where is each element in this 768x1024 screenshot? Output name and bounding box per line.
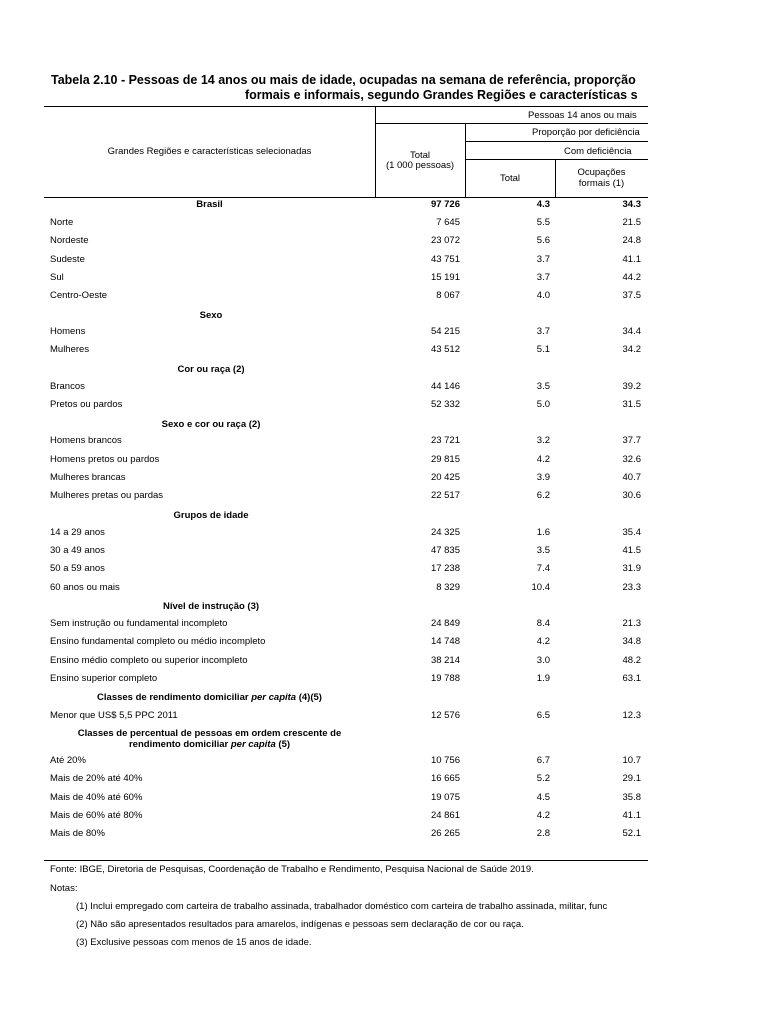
header-proporcao: Proporção por deficiência (532, 127, 640, 138)
row-label: Centro-Oeste (50, 290, 108, 301)
table-row (0, 288, 648, 304)
cell-formais: 24.8 (622, 235, 641, 246)
row-label: 50 a 59 anos (50, 563, 105, 574)
cell-formais: 32.6 (622, 454, 641, 465)
row-label: Ensino médio completo ou superior incompleto (50, 655, 248, 666)
note-2: (2) Não são apresentados resultados para amarelos, indígenas e pessoas sem declaração de cor ou raça. (76, 919, 524, 930)
row-label: Menor que US$ 5,5 PPC 2011 (50, 710, 178, 721)
cell-def-total: 6.2 (536, 490, 550, 501)
header-rule-4 (465, 159, 648, 160)
header-com-deficiencia: Com deficiência (564, 146, 632, 157)
row-label: Ensino fundamental completo ou médio incompleto (50, 636, 266, 647)
row-label: Mais de 80% (50, 828, 105, 839)
table-row (0, 826, 648, 842)
table-row (0, 452, 648, 468)
section-grupos-idade: Grupos de idade (173, 510, 249, 521)
table-row (0, 753, 648, 769)
header-top-rule (44, 106, 648, 107)
header-pessoas: Pessoas 14 anos ou mais (528, 110, 637, 121)
table-row (0, 252, 648, 268)
cell-def-total: 8.4 (536, 618, 550, 629)
cell-total: 22 517 (430, 490, 460, 501)
cell-formais: 21.5 (622, 217, 641, 228)
row-label: Sudeste (50, 254, 85, 265)
section-classes-percentual-line-2: rendimento domiciliar per capita (5) (128, 739, 291, 750)
section-classes-rendimento: Classes de rendimento domiciliar per capita (4)(5) (97, 692, 322, 703)
header-sub-total: Total (499, 173, 521, 184)
cell-formais: 34.2 (622, 344, 641, 355)
header-rule-3 (465, 141, 648, 142)
table-row (0, 197, 648, 213)
cell-total: 8 329 (436, 582, 460, 593)
table-row (0, 233, 648, 249)
header-divider-b (465, 123, 466, 197)
table-row (0, 771, 648, 787)
cell-total: 19 075 (430, 792, 460, 803)
cell-total: 23 721 (430, 435, 460, 446)
table-row (0, 790, 648, 806)
cell-total: 52 332 (430, 399, 460, 410)
cell-def-total: 3.9 (536, 472, 550, 483)
cell-formais: 52.1 (622, 828, 641, 839)
cell-formais: 41.1 (622, 810, 641, 821)
row-label: 30 a 49 anos (50, 545, 105, 556)
row-label: Sem instrução ou fundamental incompleto (50, 618, 228, 629)
cell-total: 24 849 (430, 618, 460, 629)
cell-formais: 21.3 (622, 618, 641, 629)
table-row (0, 397, 648, 413)
cell-formais: 44.2 (622, 272, 641, 283)
row-label-header: Grandes Regiões e características selecionadas (107, 146, 312, 157)
cell-total: 10 756 (430, 755, 460, 766)
cell-formais: 37.5 (622, 290, 641, 301)
table-row (0, 634, 648, 650)
cell-formais: 39.2 (622, 381, 641, 392)
table-title-line-1: Tabela 2.10 - Pessoas de 14 anos ou mais de idade, ocupadas na semana de referência, proporção (51, 73, 636, 87)
cell-formais: 30.6 (622, 490, 641, 501)
cell-def-total: 4.2 (536, 636, 550, 647)
row-label: 14 a 29 anos (50, 527, 105, 538)
row-label: Até 20% (50, 755, 86, 766)
cell-def-total: 3.2 (536, 435, 550, 446)
section-cor-raca: Cor ou raça (2) (177, 364, 245, 375)
cell-formais: 35.8 (622, 792, 641, 803)
cell-total: 97 726 (430, 199, 460, 210)
table-row (0, 379, 648, 395)
cell-formais: 10.7 (622, 755, 641, 766)
table-row (0, 808, 648, 824)
cell-total: 7 645 (436, 217, 460, 228)
cell-total: 43 512 (430, 344, 460, 355)
table-row (0, 470, 648, 486)
table-row (0, 708, 648, 724)
row-label: Mais de 40% até 60% (50, 792, 143, 803)
cell-def-total: 7.4 (536, 563, 550, 574)
cell-formais: 34.3 (622, 199, 641, 210)
cell-formais: 34.4 (622, 326, 641, 337)
row-label: Nordeste (50, 235, 89, 246)
header-total: Total (409, 150, 431, 161)
header-rule-2 (375, 123, 648, 124)
cell-def-total: 1.6 (536, 527, 550, 538)
table-row (0, 561, 648, 577)
table-row (0, 616, 648, 632)
section-nivel-instrucao: Nível de instrução (3) (162, 601, 260, 612)
cell-formais: 12.3 (622, 710, 641, 721)
cell-def-total: 1.9 (536, 673, 550, 684)
cell-total: 23 072 (430, 235, 460, 246)
table-row (0, 215, 648, 231)
row-label: Mulheres (50, 344, 90, 355)
table-title-line-2: formais e informais, segundo Grandes Regiões e características s (245, 88, 638, 102)
cell-total: 43 751 (430, 254, 460, 265)
row-label: Homens brancos (50, 435, 122, 446)
notes-heading: Notas: (50, 883, 78, 894)
cell-def-total: 4.0 (536, 290, 550, 301)
header-total-unit: (1 000 pessoas) (385, 160, 455, 171)
row-label: Sul (50, 272, 64, 283)
cell-def-total: 3.5 (536, 381, 550, 392)
cell-formais: 35.4 (622, 527, 641, 538)
cell-def-total: 5.0 (536, 399, 550, 410)
table-row (0, 488, 648, 504)
cell-def-total: 6.7 (536, 755, 550, 766)
cell-total: 15 191 (430, 272, 460, 283)
cell-def-total: 5.1 (536, 344, 550, 355)
cell-def-total: 5.2 (536, 773, 550, 784)
cell-formais: 63.1 (622, 673, 641, 684)
note-3: (3) Exclusive pessoas com menos de 15 anos de idade. (76, 937, 312, 948)
cell-formais: 29.1 (622, 773, 641, 784)
cell-total: 16 665 (430, 773, 460, 784)
cell-total: 8 067 (436, 290, 460, 301)
row-label: Mulheres pretas ou pardas (50, 490, 164, 501)
table-row (0, 525, 648, 541)
cell-def-total: 5.5 (536, 217, 550, 228)
cell-total: 24 861 (430, 810, 460, 821)
cell-def-total: 5.6 (536, 235, 550, 246)
cell-formais: 48.2 (622, 655, 641, 666)
cell-formais: 41.1 (622, 254, 641, 265)
cell-def-total: 10.4 (531, 582, 550, 593)
cell-total: 47 835 (430, 545, 460, 556)
table-row (0, 543, 648, 559)
row-label: Mais de 20% até 40% (50, 773, 143, 784)
cell-total: 44 146 (430, 381, 460, 392)
cell-total: 26 265 (430, 828, 460, 839)
cell-def-total: 4.2 (536, 810, 550, 821)
row-label: Brancos (50, 381, 85, 392)
cell-total: 20 425 (430, 472, 460, 483)
cell-total: 29 815 (430, 454, 460, 465)
cell-formais: 31.9 (622, 563, 641, 574)
table-row (0, 270, 648, 286)
cell-formais: 23.3 (622, 582, 641, 593)
cell-formais: 31.5 (622, 399, 641, 410)
header-formais: formais (1) (578, 178, 625, 189)
section-sexo: Sexo (199, 310, 223, 321)
cell-total: 24 325 (430, 527, 460, 538)
cell-def-total: 3.7 (536, 272, 550, 283)
table-row (0, 671, 648, 687)
table-row (0, 324, 648, 340)
cell-def-total: 4.3 (536, 199, 550, 210)
table-row (0, 433, 648, 449)
table-row (0, 342, 648, 358)
cell-formais: 40.7 (622, 472, 641, 483)
row-label: Ensino superior completo (50, 673, 158, 684)
cell-def-total: 3.5 (536, 545, 550, 556)
row-label: Mais de 60% até 80% (50, 810, 143, 821)
row-label: Norte (50, 217, 74, 228)
row-label: Mulheres brancas (50, 472, 126, 483)
cell-def-total: 4.2 (536, 454, 550, 465)
row-label: Brasil (196, 199, 223, 210)
cell-formais: 41.5 (622, 545, 641, 556)
section-sexo-cor-raca: Sexo e cor ou raça (2) (161, 419, 261, 430)
cell-total: 54 215 (430, 326, 460, 337)
note-1: (1) Inclui empregado com carteira de trabalho assinada, trabalhador doméstico com carteira de trabalho assinada, militar, func (76, 901, 608, 912)
cell-def-total: 3.7 (536, 254, 550, 265)
cell-total: 17 238 (430, 563, 460, 574)
cell-formais: 37.7 (622, 435, 641, 446)
row-label: 60 anos ou mais (50, 582, 120, 593)
table-row (0, 653, 648, 669)
cell-total: 12 576 (430, 710, 460, 721)
row-label: Homens (50, 326, 86, 337)
section-classes-percentual-line-1: Classes de percentual de pessoas em ordem crescente de (77, 728, 342, 739)
row-label: Homens pretos ou pardos (50, 454, 160, 465)
table-bottom-rule (44, 860, 648, 861)
cell-formais: 34.8 (622, 636, 641, 647)
cell-total: 38 214 (430, 655, 460, 666)
source-note: Fonte: IBGE, Diretoria de Pesquisas, Coordenação de Trabalho e Rendimento, Pesquisa Nacional de Saúde 2019. (50, 864, 534, 875)
table-row (0, 580, 648, 596)
header-ocupacoes: Ocupações (577, 167, 626, 178)
cell-def-total: 2.8 (536, 828, 550, 839)
cell-def-total: 3.0 (536, 655, 550, 666)
cell-def-total: 3.7 (536, 326, 550, 337)
row-label: Pretos ou pardos (50, 399, 123, 410)
cell-def-total: 4.5 (536, 792, 550, 803)
cell-total: 19 788 (430, 673, 460, 684)
cell-total: 14 748 (430, 636, 460, 647)
cell-def-total: 6.5 (536, 710, 550, 721)
